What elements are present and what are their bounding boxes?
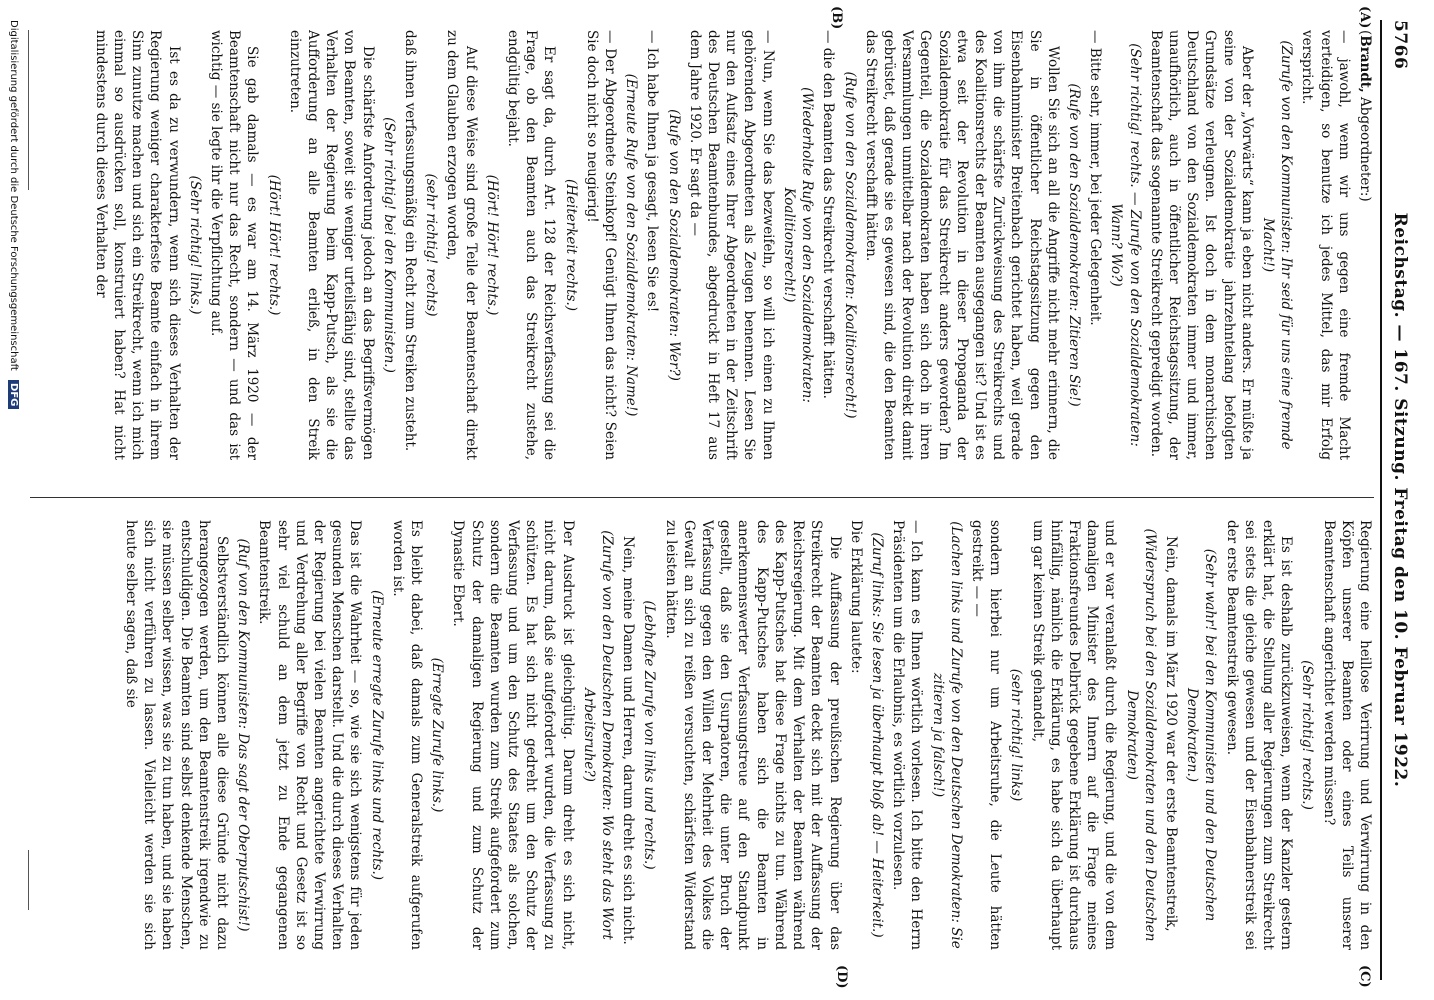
interjection: (Erneute erregte Zurufe links und rechts.) xyxy=(368,589,385,881)
paragraph: — Bitte sehr, immer, bei jeder Gelegenheit. xyxy=(1087,30,1104,326)
paragraph: Aber der „Vorwärts“ kann ja eben nicht anders. Er müßte ja seine von der Sozialdemokratie jahrzehntelang befolgten Grundsätze verleugnen. Ist doch in dem monarchischen Deutschland von den Sozialdemokraten immer und immer, unaufhörlich, auch in öffentlicher Reichstagssitzung, der Beamtenschaft das sogenannte Streikrecht gepredigt worden. xyxy=(1147,30,1255,460)
margin-mark-b: (B) xyxy=(829,6,844,30)
paragraph: Ist es da zu verwundern, wenn sich dieses Verhalten der Regierung weniger charakterfeste Beamte einfach in ihrem Sinn zunutze machen und sich ein Streikrecht, wenn ich mich einmal so ausdrücken soll, konstruiert haben? Hat nicht mindestens durch dieses Verhalten der xyxy=(92,30,182,460)
paragraph: daß ihnen verfassungsmäßig ein Recht zum Streiken zusteht. xyxy=(402,30,419,452)
paragraph: Auf diese Weise sind große Teile der Beamtenschaft direkt zu dem Glauben erzogen worden, xyxy=(444,30,479,460)
interjection: (Hört! Hört! rechts.) xyxy=(265,174,282,316)
margin-mark-a: (A) xyxy=(1357,6,1372,29)
page-number: 5766 xyxy=(1390,20,1410,70)
dfg-logo-icon: DFG xyxy=(8,380,19,409)
interjection: (Ruf von den Kommunisten: Das sagt der Oberputschist!) xyxy=(235,538,252,932)
paragraph: Sie gab damals — es war am 14. März 1920 — der Beamtenschaft nicht nur das Recht, sondern — und das ist wichtig — sie legte ihr die Verpflichtung auf. xyxy=(208,30,261,460)
speaker-role: Abgeordneter: xyxy=(1357,97,1373,197)
interjection: (Lebhafte Zurufe von links und rechts.) xyxy=(641,600,658,870)
paragraph: Die schärfste Anforderung jedoch an das Begriffsvermögen von Beamten, soweit sie weniger urteilsfähig sind, stellte das Verhalten der Regierung beim Kapp-Putsch, als sie die Aufforderung an alle Beamten erließ, in den Streik einzutreten. xyxy=(286,30,376,460)
interjection: (Sehr richtig! rechts. — Zurufe von den Sozialdemokraten: Wann? Wo?) xyxy=(1108,43,1143,447)
interjection: (Rufe von den Sozialdemokraten: Zitieren Sie!) xyxy=(1065,83,1082,407)
speaker-line: (Brandt, Abgeordneter:) xyxy=(1357,30,1373,202)
interjection: (Zurufe von den Kommunisten: Ihr seid für uns eine fremde Macht!) xyxy=(1259,40,1295,450)
paragraph: sondern hierbei nur um Arbeitsruhe, die Leute hätten gestreikt — — xyxy=(968,520,1004,950)
left-column xyxy=(20,30,1374,460)
paragraph: Die Erklärung lautete: xyxy=(847,520,864,674)
paragraph: Der Ausdruck ist gleichgültig. Darum dreht es sich nicht, nicht darum, daß sie aufgefordert wurden, die Verfassung zu schützen. Es hat sich nicht gedreht um den Schutz der Verfassung und um den Schutz des Staates als solchen, sondern die Beamten wurden zum Streik aufgefordert zum Schutz der damaligen Regierung und zum Schutz der Dynastie Ebert. xyxy=(450,520,576,950)
interjection: (Zuruf links: Sie lesen ja überhaupt bloß ab! — Heiterkeit.) xyxy=(868,532,885,938)
page-header xyxy=(1382,20,1412,980)
interjection: (Wiederholte Rufe von den Sozialdemokraten: Koalitionsrecht!) xyxy=(780,87,816,403)
paragraph: und er war veranlaßt durch die Regierung, und die von dem damaligen Minister des Innern auf die Frage meines Fraktionsfreundes Delbrück gegebene Erklärung ist durchaus hinfällig, nämlich die Erklärung, es habe sich da überhaupt um gar keinen Streik gehandelt, xyxy=(1029,520,1119,950)
interjection: (Erneute Rufe von den Sozialdemokraten: Name!) xyxy=(623,73,640,417)
paragraph: Es bleibt dabei, daß damals zum Generalstreik aufgerufen worden ist. xyxy=(389,520,425,950)
interjection: (Hört! Hört! rechts.) xyxy=(483,174,500,316)
footer-rule-left xyxy=(28,30,29,190)
digitization-credit xyxy=(8,20,19,980)
interjection: (Sehr wahr! bei den Kommunisten und den Deutschen Demokraten.) xyxy=(1184,548,1219,922)
interjection: (Erregte Zurufe links.) xyxy=(429,657,446,813)
paragraph: Nein, meine Damen und Herren, darum dreht es sich nicht. xyxy=(620,536,637,945)
page-title: Reichstag. — 167. Sitzung. Freitag den 10. Februar 1922. xyxy=(1390,212,1410,788)
paragraph: — Ich habe Ihnen ja gesagt, lesen Sie es! xyxy=(644,30,661,313)
interjection: (Rufe von den Sozialdemokraten: Koalitionsrecht!) xyxy=(841,71,858,419)
interjection: (Sehr richtig! links.) xyxy=(186,175,203,315)
paragraph: — die den Beamten das Streikrecht verschafft hätten. xyxy=(820,30,837,399)
right-column xyxy=(20,520,1374,950)
interjection: (Lachen links und Zurufe von den Deutschen Demokraten: Sie zitieren ja falsch!) xyxy=(929,521,964,949)
credit-text: Digitalisierung gefördert durch die Deutsche Forschungsgemeinschaft xyxy=(8,20,19,371)
paragraph: Regierung eine heillose Verirrung und Verwirrung in den Köpfen unserer Beamten oder eines Teils unserer Beamtenschaft angerichtet werden müssen? xyxy=(1320,520,1373,950)
footer-rule-right xyxy=(28,850,29,910)
paragraph: — Nun, wenn Sie das bezweifeln, so will ich einen zu Ihnen gehörenden Abgeordneten als Zeugen benennen. Lesen Sie nur den Aufsatz eines Ihrer Abgeordneten in der Zeitschrift des Deutschen Beamtenbundes, abgedruckt in Heft 17 aus dem Jahre 1920. Er sagt da — xyxy=(686,30,776,460)
paragraph: — jawohl, wenn wir uns gegen eine fremde Macht verteidigen, so benutze ich jedes Mittel, das mir Erfolg verspricht. xyxy=(1299,30,1352,460)
speaker-name: Brandt, xyxy=(1357,35,1373,93)
interjection: (Zurufe von den Deutschen Demokraten: Wo steht das Wort Arbeitsruhe?) xyxy=(580,530,616,940)
column-divider xyxy=(30,497,1374,498)
interjection: (Sehr richtig! rechts.) xyxy=(1299,660,1316,810)
quoted-declaration: Die Auffassung der preußischen Regierung über das Streikrecht der Beamten deckt sich mit der Auffassung der Reichsregierung. Mit dem Verhalten der Beamten während des Kapp-Putsches hat diese Frage nichts zu tun. Während des Kapp-Putsches haben sich die Beamten in anerkennenswerter Verfassungstreue auf den Standpunkt gestellt, daß sie den Usurpatoren, die unter Bruch der Verfassung gegen den Willen der Mehrheit des Volkes die Gewalt an sich zu reißen versuchten, schärfsten Widerstand zu leisten hätten. xyxy=(662,520,843,950)
interjection: (Heiterkeit rechts.) xyxy=(562,178,579,312)
paragraph: Selbstverständlich können alle diese Gründe nicht dazu herangezogen werden, um den Beamtenstreik irgendwie zu entschuldigen. Die Beamten sind selbst denkende Menschen, sie müssen selber wissen, was sie zu tun haben, und sie haben sich nicht verführen zu lassen. Vielleicht werden sie sich heute selber sagen, daß sie xyxy=(123,520,231,950)
paragraph: Er sagt da, durch Art. 128 der Reichsverfassung sei die Frage, ob den Beamten auch das Streikrecht zustehe, endgültig bejaht. xyxy=(505,30,558,460)
interjection: (Rufe von den Sozialdemokraten: Wer?) xyxy=(665,109,682,381)
interjection: (Sehr richtig! bei den Kommunisten.) xyxy=(380,117,397,373)
paragraph: Nein, damals im März 1920 war der erste Beamtenstreik, xyxy=(1162,536,1179,932)
margin-mark-c: (C) xyxy=(1357,965,1372,988)
paragraph: Wollen Sie sich an all die Angriffe nicht mehr erinnern, die Sie in öffentlicher Reichstagssitzung gegen den Eisenbahnminister Breitenbach gerichtet haben, weil gerade von ihm die schärfste Zurückweisung des Streikrechts und des Koalitionsrechts der Beamten ausgegangen ist? Und ist es etwa seit der Revolution in dieser Propaganda der Sozialdemokratie für das Streikrecht anders geworden? Im Gegenteil, die Sozialdemokraten haben sich doch in ihren Versammlungen unmittelbar nach der Revolution direkt damit gebrüstet, daß gerade sie es gewesen sind, die den Beamten das Streikrecht verschafft hätten. xyxy=(862,30,1061,460)
paragraph: — Der Abgeordnete Steinkopf! Genügt Ihnen das nicht? Seien Sie doch nicht so neugierig! xyxy=(583,30,619,460)
paragraph: Es ist deshalb zurückzuweisen, wenn der Kanzler gestern erklärt hat, die Stellung aller Regierungen zum Streikrecht sei stets die gleiche gewesen und der Eisenbahnerstreik sei der erste Beamtenstreik gewesen. xyxy=(1223,520,1295,950)
header-rule xyxy=(1380,20,1382,980)
interjection: (sehr richtig! rechts) xyxy=(423,173,440,317)
paragraph: Das ist die Wahrheit — so, wie sie sich wenigstens für jeden gesunden Menschen darstellt. Und die durch dieses Verhalten der Regierung bei vielen Beamten angerichtete Verwirrung und Verdrehung aller Begriffe von Recht und Gesetz ist so sehr viel schuld an dem jetzt zu Ende gegangenen Beamtenstreik. xyxy=(256,520,364,950)
interjection: (sehr richtig! links) xyxy=(1008,668,1025,802)
paragraph: — Ich kann es Ihnen wörtlich vorlesen. Ich bitte den Herrn Präsidenten um die Erlaubnis, es wörtlich vorzulesen. xyxy=(890,520,925,950)
interjection: (Widerspruch bei den Sozialdemokraten und den Deutschen Demokraten) xyxy=(1123,528,1158,942)
margin-mark-d: (D) xyxy=(834,965,849,989)
